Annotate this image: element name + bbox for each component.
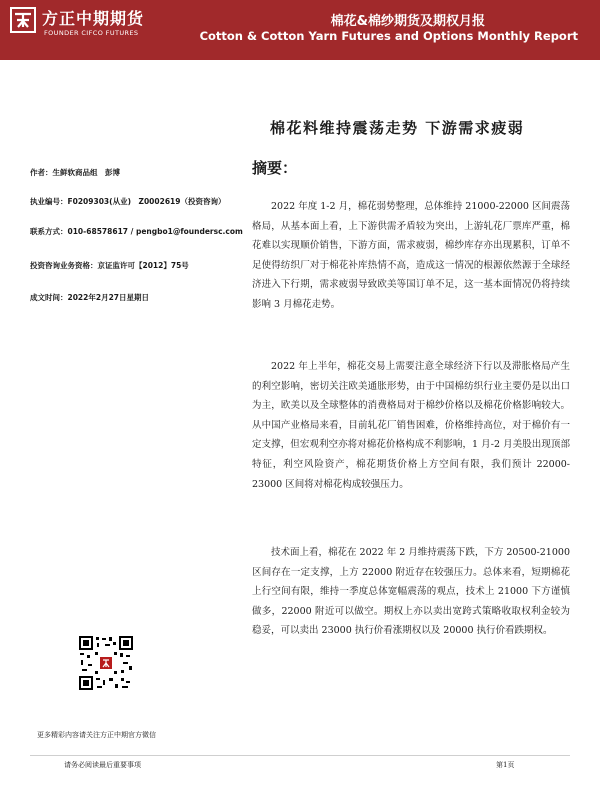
page-number: 第1页: [496, 761, 515, 769]
summary-paragraph-1: 2022 年度 1-2 月，棉花弱势整理，总体维持 21000-22000 区间震荡格局，从基本面上看，上下游供需矛盾较为突出，上游轧花厂票库严重，棉花难以实现顺价销售，下游方面，需求疲弱，棉纱库存亦出现累积，订单不足使得纺织厂对于棉花补库热情不高，造成这一情况的根源依然源于全球经济进入下行期，需求疲弱导致欧美等国订单不足，这一基本面情况仍将持续影响 3 月棉花走势。: [252, 201, 570, 310]
qualification-info: 投资咨询业务资格：京证监许可【2012】75号: [30, 261, 189, 270]
footer-disclaimer: 请务必阅读最后重要事项: [64, 761, 141, 769]
author-info: 作者：生鲜软商品组 彭博: [30, 168, 120, 177]
license-number: 执业编号：F0209303(从业) Z0002619（投资咨询）: [30, 197, 226, 206]
publish-date: 成文时间：2022年2月27日星期日: [30, 293, 150, 302]
report-title-en: Cotton & Cotton Yarn Futures and Options Monthly Report: [199, 29, 578, 43]
logo-subtext: FOUNDER CIFCO FUTURES: [44, 29, 139, 37]
founder-logo-icon: [10, 7, 36, 33]
contact-info: 联系方式：010-68578617 / pengbo1@foundersc.com: [30, 227, 243, 236]
wechat-qr-code: [79, 636, 133, 690]
summary-label: 摘要：: [252, 159, 298, 177]
logo-text: 方正中期期货: [42, 9, 145, 28]
qr-caption: 更多精彩内容请关注方正中期官方微信: [37, 731, 156, 739]
summary-paragraph-3: 技术面上看，棉花在 2022 年 2 月维持震荡下跌，下方 20500-21000 区间存在一定支撑，上方 22000 附近存在较强压力。总体来看，短期棉花上行空间有限，维持一季度总体宽幅震荡的观点，技术上 21000 下方谨慎做多，22000 附近可以做空。期权上亦以卖出宽跨式策略收取权利金较为稳妥，可以卖出 23000 执行价看涨期权以及 20000 执行价看跌期权。: [252, 547, 570, 637]
footer-divider: [30, 755, 570, 756]
report-title-cn: 棉花&棉纱期货及期权月报: [330, 14, 485, 29]
page-title: 棉花料维持震荡走势 下游需求疲弱: [270, 119, 525, 137]
summary-paragraph-2: 2022 年上半年，棉花交易上需要注意全球经济下行以及滞胀格局产生的利空影响，密切关注欧美通胀形势，由于中国棉纺织行业主要仍是以出口为主，欧美以及全球整体的消费格局对于棉纱价格以及棉花价格影响较大。从中国产业格局来看，目前轧花厂销售困难，价格维持高位，对于棉价有一定支撑，但宏观利空亦将对棉花价格构成不利影响，1 月-2 月美股出现顶部特征，利空风险资产，棉花期货价格上方空间有限，我们预计 22000-23000 区间将对棉花构成较强压力。: [252, 361, 570, 490]
report-header: [0, 0, 600, 60]
